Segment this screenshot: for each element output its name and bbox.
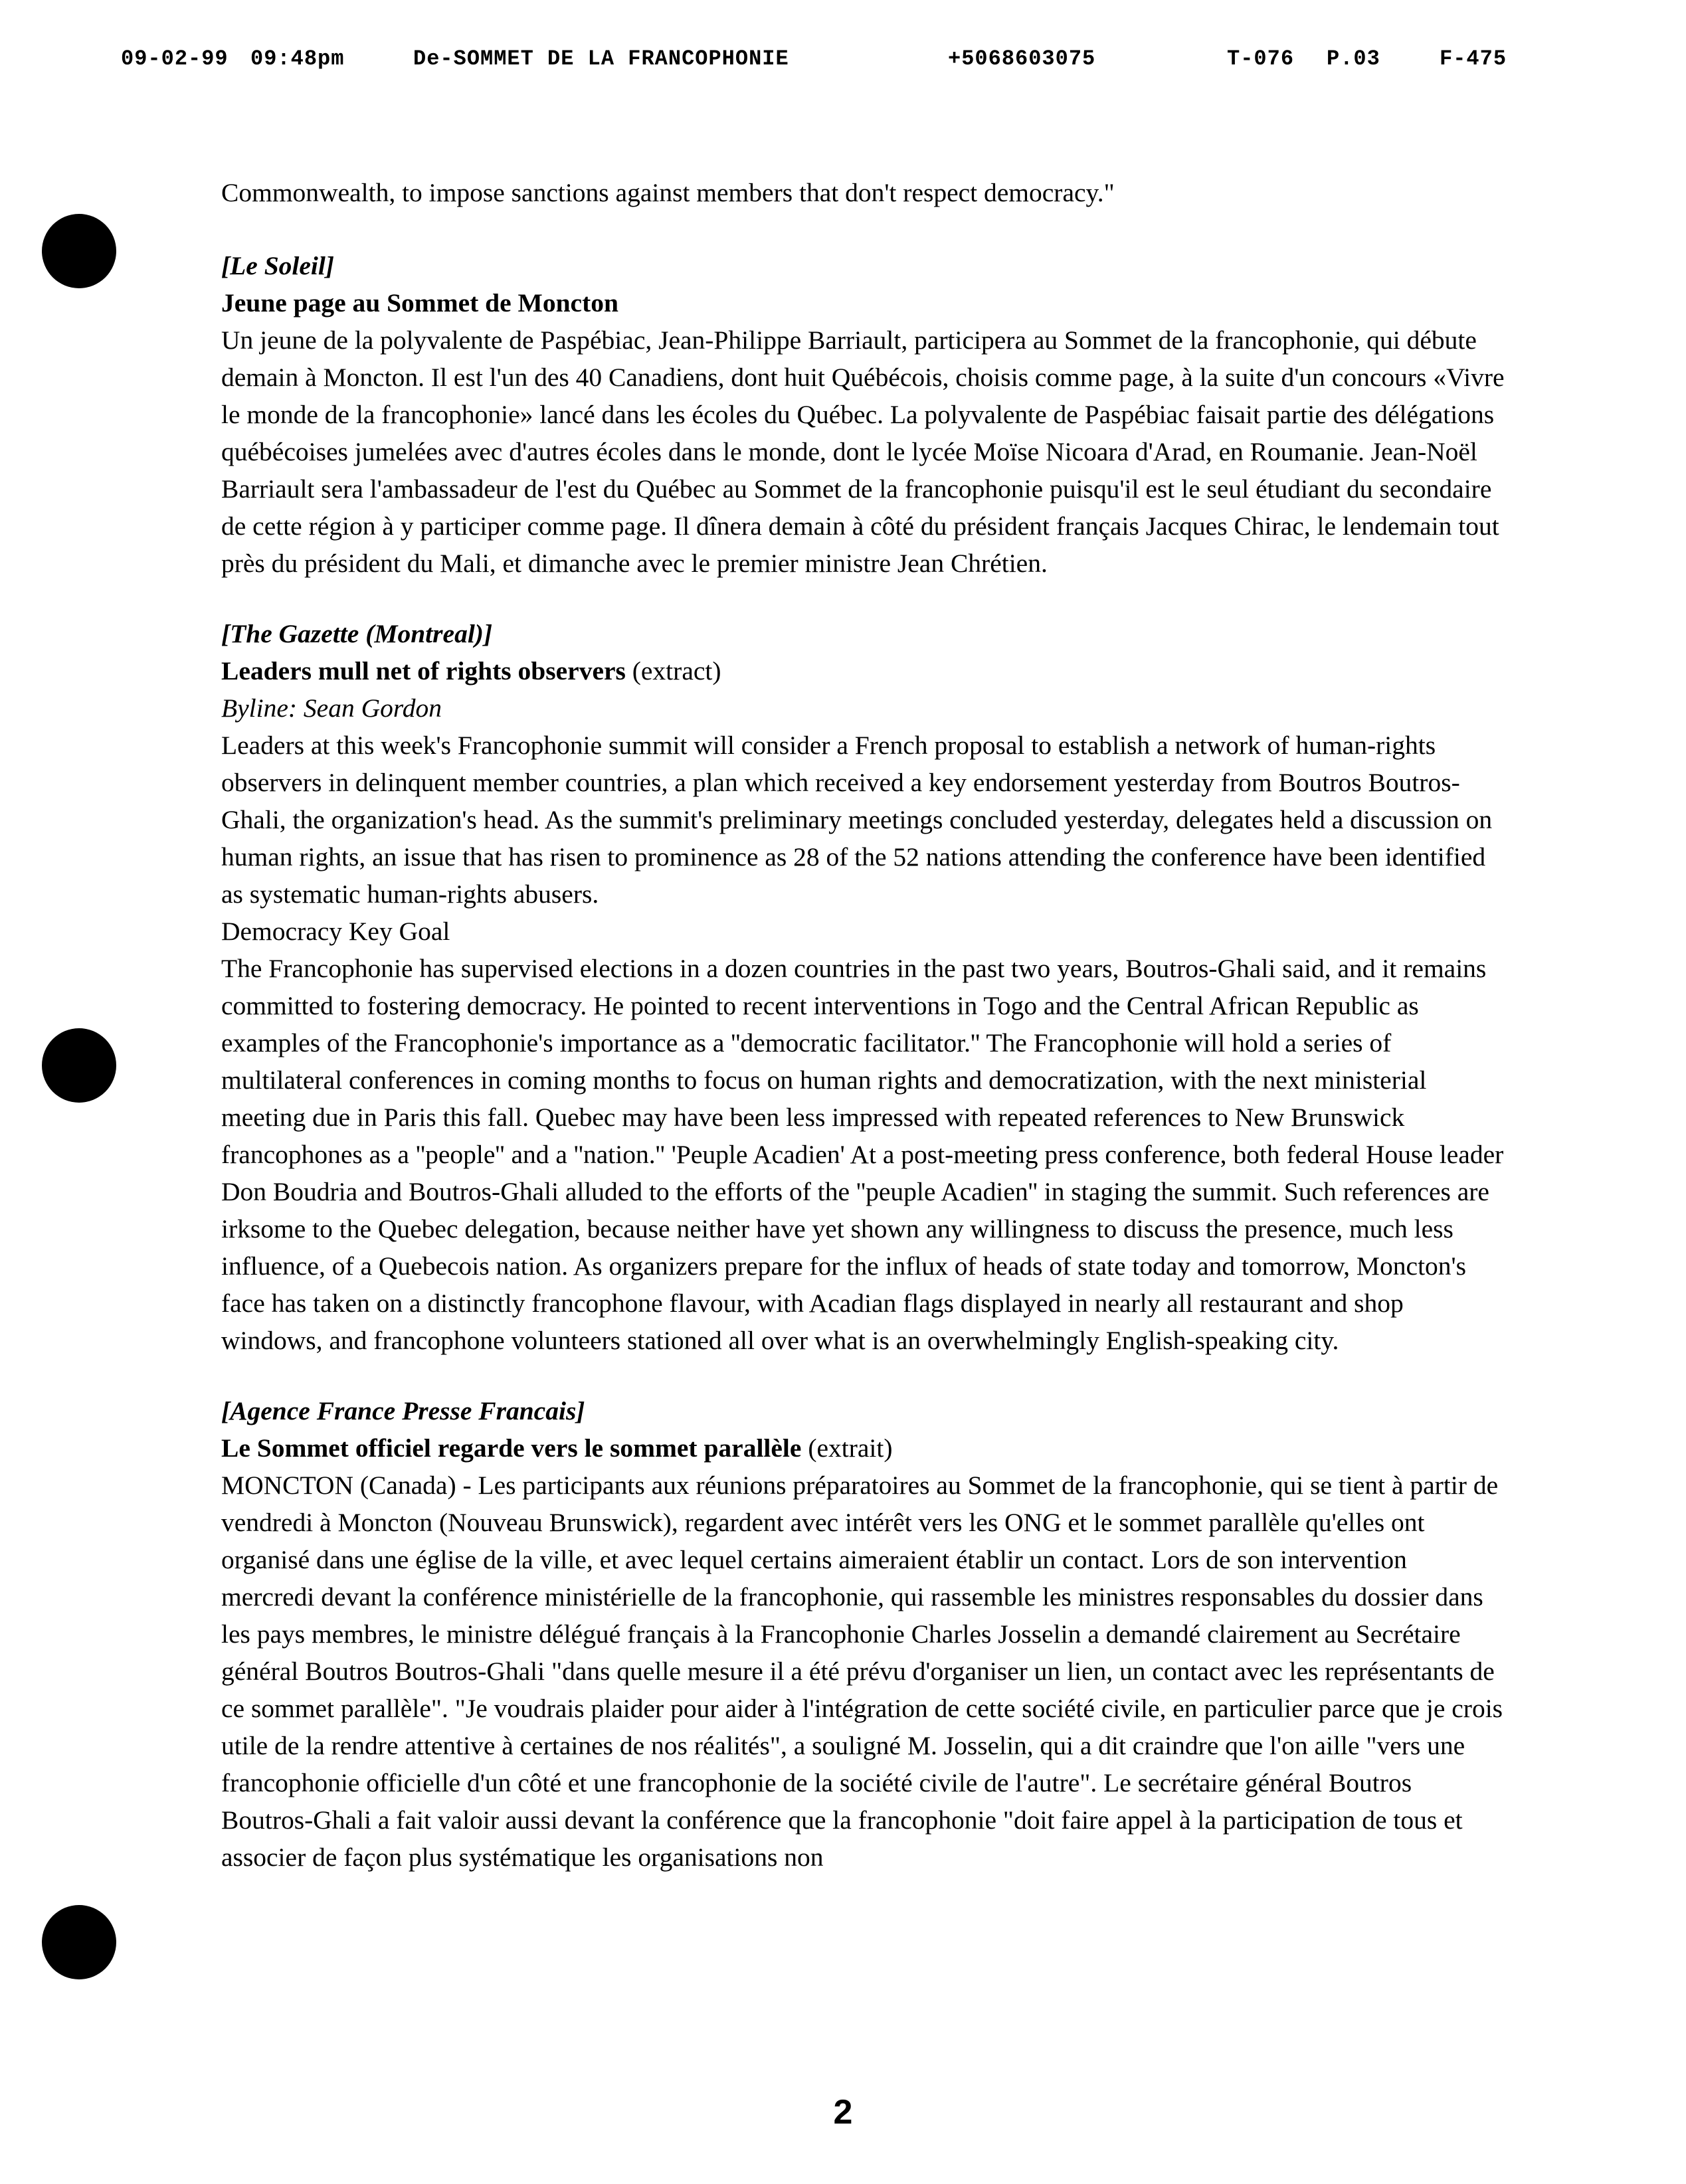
article-source: [Le Soleil]	[221, 251, 335, 280]
headline-note: (extrait)	[808, 1433, 893, 1463]
article-headline: Jeune page au Sommet de Moncton	[221, 288, 618, 318]
article-headline	[221, 652, 1507, 689]
article-body: Un jeune de la polyvalente de Paspébiac, Jean-Philippe Barriault, participera au Sommet de la francophonie, qui débute demain à Moncton. Il est l'un des 40 Canadiens, dont huit Québécois, choisis comme page, à la suite d'un concours «Vivre le monde de la francophonie» lancé dans les écoles du Québec. La polyvalente de Paspébiac faisait partie des délégations québécoises jumelées avec d'autres écoles dans le monde, dont le lycée Moïse Nicoara d'Arad, en Roumanie. Jean-Noël Barriault sera l'ambassadeur de l'est du Québec au Sommet de la francophonie puisqu'il est le seul étudiant du secondaire de cette région à y participer comme page. Il dînera demain à côté du président français Jacques Chirac, le lendemain tout près du président du Mali, et dimanche avec le premier ministre Jean Chrétien.	[221, 325, 1505, 578]
headline-note: (extract)	[632, 656, 721, 685]
article-gazette	[221, 615, 1507, 1359]
fax-phone: +5068603075	[948, 46, 1096, 71]
headline-text: Leaders mull net of rights observers	[221, 656, 626, 685]
fax-date: 09-02-99	[121, 46, 229, 71]
article-afp	[221, 1392, 1507, 1876]
article-source: [The Gazette (Montreal)]	[221, 619, 493, 648]
fax-sender: De-SOMMET DE LA FRANCOPHONIE	[413, 46, 789, 71]
article-source: [Agence France Presse Francais]	[221, 1396, 585, 1425]
article-body-continued: The Francophonie has supervised elections in a dozen countries in the past two years, Boutros-Ghali said, and it remains committed to fostering democracy. He pointed to recent interventions in Togo and the Central African Republic as examples of the Francophonie's importance as a ''democratic facilitator.'' The Francophonie will hold a series of multilateral conferences in coming months to focus on human rights and democratization, with the next ministerial meeting due in Paris this fall. Quebec may have been less impressed with repeated references to New Brunswick francophones as a ''people'' and a ''nation.'' 'Peuple Acadien' At a post-meeting press conference, both federal House leader Don Boudria and Boutros-Ghali alluded to the efforts of the ''peuple Acadien'' in staging the summit. Such references are irksome to the Quebec delegation, because neither have yet shown any willingness to discuss the presence, much less influence, of a Quebecois nation. As organizers prepare for the influx of heads of state today and tomorrow, Moncton's face has taken on a distinctly francophone flavour, with Acadian flags displayed in nearly all restaurant and shop windows, and francophone volunteers stationed all over what is an overwhelmingly English-speaking city.	[221, 954, 1504, 1355]
page-number: 2	[833, 2093, 853, 2132]
fax-time: 09:48pm	[250, 46, 345, 71]
article-body: MONCTON (Canada) - Les participants aux réunions préparatoires au Sommet de la francophonie, qui se tient à partir de vendredi à Moncton (Nouveau Brunswick), regardent avec intérêt vers les ONG et le sommet parallèle qu'elles ont organisé dans une église de la ville, et avec lequel certains aimeraient établir un contact. Lors de son intervention mercredi devant la conférence ministérielle de la francophonie, qui rassemble les ministres responsables du dossier dans les pays membres, le ministre délégué français à la Francophonie Charles Josselin a demandé clairement au Secrétaire général Boutros Boutros-Ghali "dans quelle mesure il a été prévu d'organiser un lien, un contact avec les représentants de ce sommet parallèle". "Je voudrais plaider pour aider à l'intégration de cette société civile, en particulier parce que je crois utile de la rendre attentive à certaines de nos réalités", a souligné M. Josselin, qui a dit craindre que l'on aille "vers une francophonie officielle d'un côté et une francophonie de la société civile de l'autre". Le secrétaire général Boutros Boutros-Ghali a fait valoir aussi devant la conférence que la francophonie "doit faire appel à la participation de tous et associer de façon plus systématique les organisations non	[221, 1471, 1503, 1872]
article-body: Leaders at this week's Francophonie summit will consider a French proposal to establish a network of human-rights observers in delinquent member countries, a plan which received a key endorsement yesterday from Boutros Boutros-Ghali, the organization's head. As the summit's preliminary meetings concluded yesterday, delegates held a discussion on human rights, an issue that has risen to prominence as 28 of the 52 nations attending the conference have been identified as systematic human-rights abusers.	[221, 731, 1493, 909]
article-le-soleil	[221, 247, 1507, 582]
punch-hole-bottom	[42, 1905, 116, 1979]
fax-transmission-id: T-076	[1227, 46, 1295, 71]
fax-id: F-475	[1440, 46, 1507, 71]
punch-hole-top	[42, 214, 116, 288]
article-subhead: Democracy Key Goal	[221, 917, 450, 946]
headline-text: Le Sommet officiel regarde vers le sommet parallèle	[221, 1433, 802, 1463]
punch-hole-middle	[42, 1028, 116, 1103]
lead-text: Commonwealth, to impose sanctions against members that don't respect democracy."	[221, 178, 1115, 207]
article-headline	[221, 1429, 1507, 1467]
document-body	[221, 174, 1507, 1876]
fax-page: P.03	[1327, 46, 1380, 71]
article-byline: Byline: Sean Gordon	[221, 693, 442, 723]
fax-header	[121, 46, 1536, 80]
